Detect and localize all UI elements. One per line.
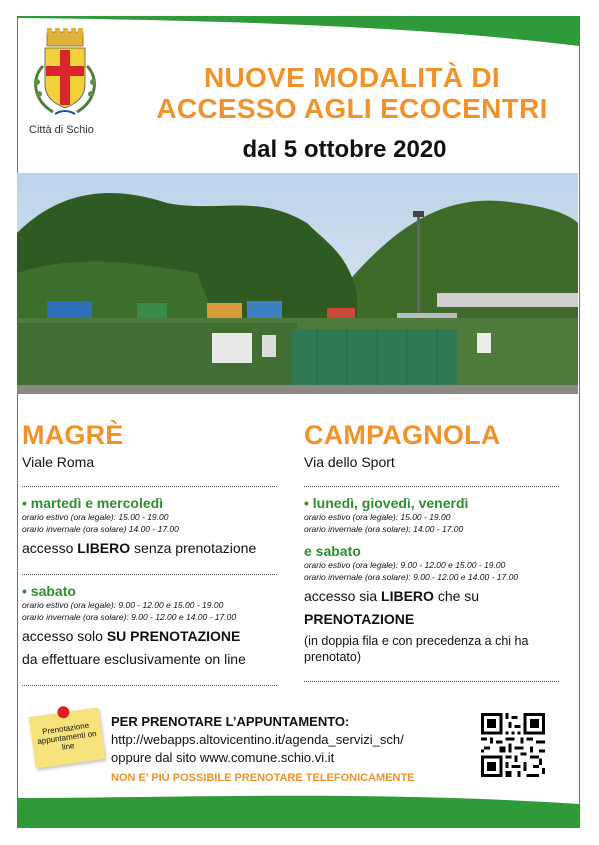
day-heading: • martedì e mercoledì — [22, 495, 164, 511]
poster-subtitle: dal 5 ottobre 2020 — [242, 136, 447, 163]
access-info: accesso solo SU PRENOTAZIONE — [22, 628, 241, 644]
location-campagnola — [304, 418, 574, 690]
booking-url[interactable]: http://webapps.altovicentino.it/agenda_servizi_sch/ — [111, 732, 404, 747]
access-info-booking: PRENOTAZIONE — [304, 611, 415, 627]
summer-hours: orario estivo (ora legale): 9.00 - 12.00 e 15.00 - 19.00 — [304, 560, 506, 570]
winter-hours: orario invernale (ora solare): 9.00 - 12.00 e 14.00 - 17.00 — [22, 612, 237, 622]
dotted-divider — [22, 685, 277, 686]
dotted-divider — [304, 681, 559, 682]
location-street: Viale Roma — [22, 454, 95, 470]
day-heading: e sabato — [304, 543, 361, 559]
city-name: Città di Schio — [29, 124, 94, 136]
winter-hours: orario invernale (ora solare): 14.00 - 17.00 — [304, 524, 464, 534]
title-line-1: NUOVE MODALITÀ DI — [204, 62, 500, 93]
dotted-divider — [22, 574, 277, 575]
location-name: CAMPAGNOLA — [304, 420, 501, 450]
poster-title — [122, 62, 582, 124]
winter-hours: orario invernale (ora solare): 9.00 - 12.00 e 14.00 - 17.00 — [304, 572, 519, 582]
day-heading: • sabato — [22, 583, 76, 599]
bottom-green-band — [17, 790, 579, 827]
no-phone-warning: NON E’ PIÙ POSSIBILE PRENOTARE TELEFONICAMENTE — [111, 772, 415, 784]
sticky-note-text: Prenotazione appuntamenti on line — [36, 720, 98, 752]
access-info-line2: da effettuare esclusivamente on line — [22, 651, 246, 667]
location-name: MAGRÈ — [22, 420, 124, 450]
bullet: • — [22, 495, 31, 511]
ecocentro-photo — [17, 173, 578, 394]
dotted-divider — [304, 486, 559, 487]
summer-hours: orario estivo (ora legale): 15.00 - 19.00 — [22, 512, 169, 522]
access-info: accesso LIBERO senza prenotazione — [22, 540, 257, 556]
location-street: Via dello Sport — [304, 454, 395, 470]
qr-code-icon[interactable] — [481, 713, 545, 777]
pin-icon — [57, 705, 71, 719]
summer-hours: orario estivo (ora legale): 9.00 - 12.00 e 15.00 - 19.00 — [22, 600, 224, 610]
bullet: • — [22, 583, 31, 599]
online-booking-sticky-note — [29, 707, 106, 768]
title-line-2: ACCESSO AGLI ECOCENTRI — [156, 93, 548, 124]
dotted-divider — [22, 486, 277, 487]
access-info: accesso sia LIBERO che su — [304, 588, 480, 604]
booking-website[interactable]: oppure dal sito www.comune.schio.vi.it — [111, 750, 335, 765]
winter-hours: orario invernale (ora solare) 14.00 - 17.00 — [22, 524, 179, 534]
bullet: • — [304, 495, 313, 511]
summer-hours: orario estivo (ora legale): 15.00 - 19.00 — [304, 512, 451, 522]
location-magre — [22, 418, 292, 694]
access-note: (in doppia fila e con precedenza a chi ha prenotato) — [304, 634, 529, 664]
booking-info — [111, 713, 451, 787]
day-heading: • lunedì, giovedì, venerdì — [304, 495, 469, 511]
city-coat-of-arms-icon — [25, 26, 105, 122]
booking-title: PER PRENOTARE L’APPUNTAMENTO: — [111, 714, 350, 729]
